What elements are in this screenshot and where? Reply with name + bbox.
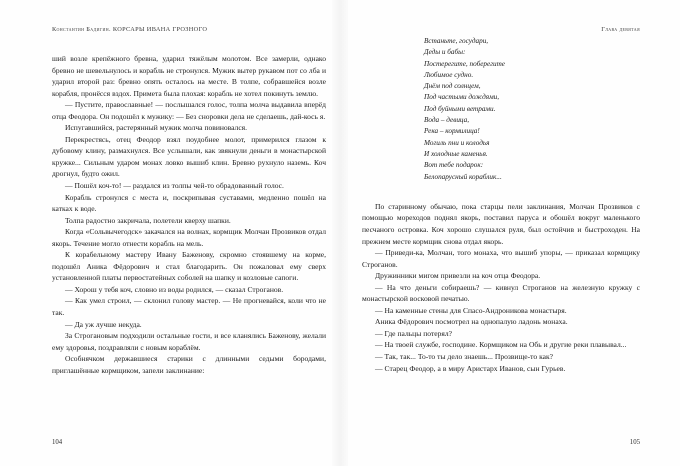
verse-line: Белопарусный кораблик... — [424, 172, 502, 181]
verse-line: Вот тебе подарок: — [424, 161, 484, 170]
verse-line: Могиль пни и колодья — [424, 138, 490, 147]
paragraph: — Пошёл коч-то! — раздался из толпы чей-то обрадованный голос. — [65, 181, 284, 191]
page-right — [340, 0, 680, 466]
paragraph: Аника Фёдорович посмотрел на однопалую ладонь монаха. — [375, 317, 568, 327]
paragraph: — На твоей службе, господине. Кормщиком на Обь и другие реки плавывал... — [375, 340, 627, 350]
paragraph: — На что деньги собираешь? — кивнул Строганов на железную кружку с монастырской восковой печатью. — [362, 282, 640, 304]
paragraph: Корабль стронулся с места и, поскрипывая суставами, медленно пошёл на катках к воде. — [52, 192, 326, 214]
paragraph: — Так, так... То-то ты дело знаешь... Прозвище-то как? — [375, 351, 554, 361]
page-number-left: 104 — [52, 439, 63, 446]
verse-line: Вода – девица, — [424, 116, 470, 125]
paragraph: ший возле крепёжного бревна, ударил тяжёлым молотом. Все замерли, однако бревно не шевельнулось и корабль не стронулся. Мужик вытер рукавом пот со лба и ударил второй раз: бревно опять осталось на месте. В толпе, собравшейся возле корабля, пронёсся вздох. Примета была плохая: корабль не хотел покинуть землю. — [52, 54, 326, 98]
paragraph: — Пустите, православные! — послышался голос, толпа молча выдавила вперёд отца Феодора. Он подошёл к мужику: — Без сноровки дела не сделаешь, дай-кось я. — [52, 100, 326, 121]
running-head-right: Глава девятая — [601, 26, 640, 33]
paragraph: — Приведи-ка, Молчан, того монаха, что вышиб упоры, — приказал кормщику Строганов. — [362, 248, 640, 269]
paragraph: Особнячком державшиеся старики с длинными седыми бородами, приглашённые кормщиком, запели заклинание: — [52, 354, 326, 375]
verse-line: Под частыми дождями, — [424, 93, 500, 102]
paragraph: — Старец Феодор, а в миру Аристарх Иванов, сын Гурьев. — [375, 363, 566, 373]
verse-line: Встаньте, государи, — [424, 37, 489, 45]
left-page-body — [52, 53, 326, 376]
paragraph: За Строгановым подходили остальные гости, и все кланялись Баженову, желали ему здоровья, поздравляли с новым кораблём. — [52, 331, 326, 352]
verse-spacer — [362, 183, 640, 201]
paragraph: — Хорош у тебя коч, словно из воды родился, — сказал Строганов. — [65, 284, 284, 294]
verse-block — [362, 36, 640, 183]
right-page-body — [362, 201, 640, 374]
paragraph: — На каменные стены для Спасо-Андроникова монастыря. — [375, 305, 567, 315]
paragraph: Толпа радостно закричала, полетели кверху шапки. — [65, 215, 231, 225]
verse-line: И холодные каменья. — [424, 149, 488, 158]
paragraph: — Как умел строил, — склонил голову мастер. — Не прогневайся, коли что не так. — [52, 296, 326, 318]
paragraph: Перекрестясь, отец Феодор взял поудобнее молот, примерился глазом к дубовому клину, размахнулся. Все услышали, как звякнули деньги в монастырской кружке... Сильным ударом монах ловко вышиб клин. Бревно рухнуло наземь. Коч дрогнул, будто ожил. — [52, 134, 326, 179]
verse-line: Днём под солнцем, — [424, 82, 481, 91]
verse-line: Деды и бабы: — [424, 48, 466, 57]
paragraph: К корабельному мастеру Ивану Баженову, скромно стоявшему на корме, подошёл Аника Фёдорович и стал благодарить. Он пожаловал ему сверх установленной платы первостатейных соболей на шапку и козловые сапоги. — [52, 250, 326, 283]
verse-line: Постерегите, поберегите — [424, 59, 505, 68]
paragraph: Когда «Сольвычегодск» закачался на волнах, кормщик Молчан Прозвиков отдал якорь. Течение могло отнести корабль на мель. — [52, 227, 326, 248]
paragraph: Испугавшийся, растерянный мужик молча повиновался. — [65, 123, 248, 133]
paragraph: По старинному обычаю, пока старцы пели заклинания, Молчан Прозвиков с помощью мореходов поднял якорь, поставил паруса и обошёл вокруг маленького песчаного островка. Коч хорошо слушался руля, был остойчив и быстроходен. На прежнем месте кормщик снова отдал якорь. — [362, 201, 640, 246]
paragraph: — Где пальцы потерял? — [375, 328, 452, 338]
page-number-right: 105 — [629, 439, 640, 446]
paragraph: Дружинники мигом привезли на коч отца Феодора. — [375, 271, 541, 281]
verse-line: Река – кормилица! — [424, 127, 480, 136]
verse-line: Под буйными ветрами. — [424, 104, 496, 113]
verse-line: Любимое судно. — [424, 70, 474, 79]
running-head-left: Константин Бадигин. КОРСАРЫ ИВАНА ГРОЗНОГО — [52, 26, 208, 33]
paragraph: — Да уж лучше некуда. — [65, 319, 142, 329]
